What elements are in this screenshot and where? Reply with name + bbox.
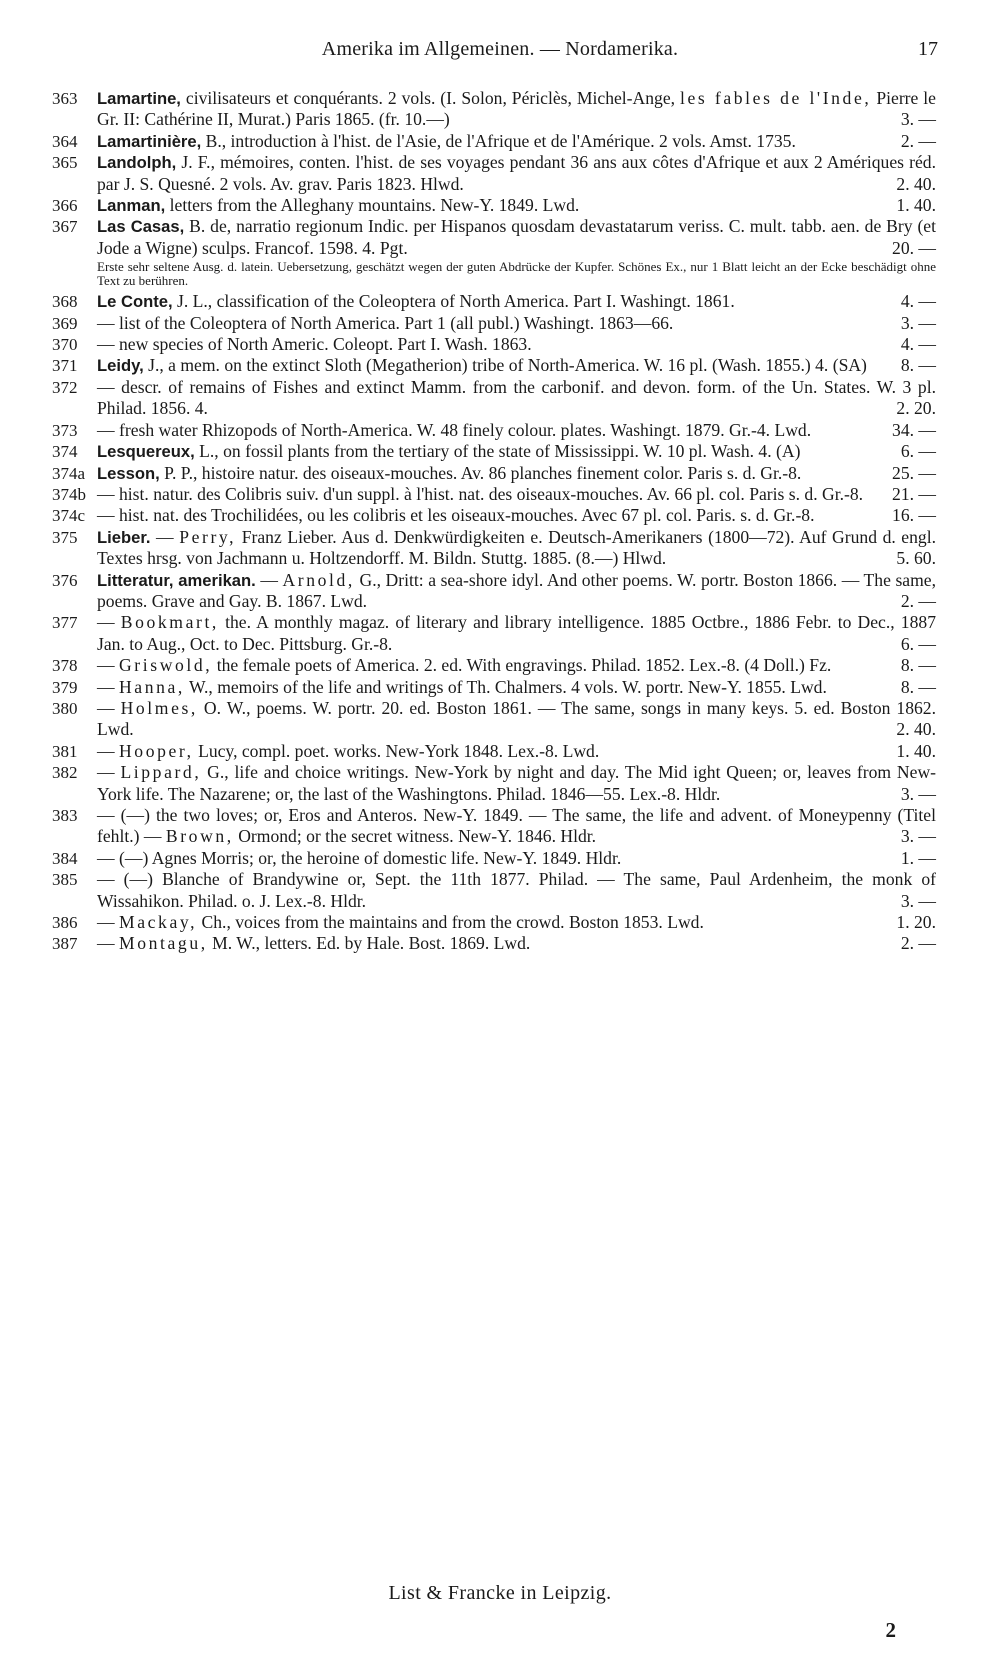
entry-number: 372 bbox=[52, 377, 78, 397]
entry-price: 2. — bbox=[900, 933, 936, 954]
entry-text: — bbox=[97, 612, 121, 633]
entry-price: 3. — bbox=[900, 109, 936, 130]
entry-text: B., introduction à l'hist. de l'Asie, de l'Afrique et de l'Amérique. 2 vols. Amst. 1735. bbox=[201, 130, 796, 151]
catalog-entry bbox=[52, 933, 936, 954]
publisher-footer: List & Francke in Leipzig. bbox=[388, 1582, 612, 1604]
catalog-entry bbox=[52, 420, 936, 441]
entry-text: the female poets of America. 2. ed. With engravings. Philad. 1852. Lex.-8. (4 Doll.) Fz. bbox=[212, 655, 832, 676]
entry-text: — bbox=[97, 762, 121, 783]
entry-text: civilisateurs et conquérants. 2 vols. (I. Solon, Périclès, Michel-Ange, bbox=[180, 88, 681, 108]
entry-spaced-name: Montagu, bbox=[119, 933, 208, 954]
entry-price: 8. — bbox=[900, 655, 936, 676]
entry-number: 367 bbox=[52, 217, 78, 237]
entry-number: 374a bbox=[52, 463, 86, 483]
page-header bbox=[60, 38, 940, 68]
catalog-entry bbox=[52, 334, 936, 355]
entry-spaced-name: les fables de l'Inde, bbox=[680, 88, 872, 108]
catalog-entry bbox=[52, 848, 936, 869]
printer-signature-mark: 2 bbox=[885, 1618, 896, 1642]
entry-price: 34. — bbox=[892, 419, 936, 440]
catalog-entry bbox=[52, 869, 936, 912]
entry-price: 2. — bbox=[900, 130, 936, 151]
entry-price: 1. — bbox=[900, 847, 936, 868]
entry-author: Litteratur, amerikan. bbox=[97, 570, 256, 590]
entry-number: 386 bbox=[52, 913, 78, 933]
entry-spaced-name: Arnold, bbox=[282, 569, 355, 590]
entry-spaced-name: Mackay, bbox=[119, 912, 198, 933]
entry-price: 5. 60. bbox=[896, 548, 936, 569]
entry-number: 374 bbox=[52, 442, 78, 462]
catalog-entry bbox=[52, 291, 936, 312]
catalog-entry bbox=[52, 463, 936, 484]
catalog-entry bbox=[52, 355, 936, 376]
catalog-entry bbox=[52, 570, 936, 613]
entry-author: Lamartine, bbox=[97, 89, 181, 108]
entry-text: — (—) Blanche of Brandywine or, Sept. the 11th 1877. Philad. — The same, Paul Ardenheim, the monk of Wissahikon. Philad. o. J. Lex.-8. Hldr. bbox=[97, 869, 936, 911]
catalog-entry bbox=[52, 484, 936, 505]
catalog-entry bbox=[52, 152, 936, 195]
entry-price: 3. — bbox=[900, 312, 936, 333]
entry-spaced-name: Griswold, bbox=[119, 655, 213, 676]
entry-number: 365 bbox=[52, 153, 78, 173]
entry-author: Lesquereux, bbox=[97, 442, 195, 462]
entry-text: — hist. natur. des Colibris suiv. d'un suppl. à l'hist. nat. des oiseaux-mouches. Av. 66 pl. col. Paris s. d. Gr.-8. bbox=[97, 483, 864, 504]
entry-text: — list of the Coleoptera of North America. Part 1 (all publ.) Washingt. 1863—66. bbox=[97, 312, 674, 333]
entry-price: 2. 20. bbox=[896, 398, 936, 419]
entry-text: — descr. of remains of Fishes and extinct Mamm. from the carbonif. and devon. form. of the Un. States. W. 3 pl. Philad. 1856. 4. bbox=[97, 376, 936, 419]
catalog-entry bbox=[52, 698, 936, 741]
entry-text: Ch., voices from the maintains and from the crowd. Boston 1853. Lwd. bbox=[197, 912, 704, 933]
entry-price: 1. 40. bbox=[896, 740, 936, 761]
running-title: Amerika im Allgemeinen. — Nordamerika. bbox=[321, 38, 679, 60]
catalog-entry bbox=[52, 762, 936, 805]
entry-author: Lanman, bbox=[97, 196, 166, 216]
entry-spaced-name: Perry, bbox=[179, 526, 237, 547]
entry-price: 25. — bbox=[892, 462, 936, 483]
entry-price: 4. — bbox=[900, 291, 936, 312]
entry-price: 6. — bbox=[900, 441, 936, 462]
entry-number: 379 bbox=[52, 677, 78, 697]
entry-number: 381 bbox=[52, 741, 78, 761]
entry-text: Lucy, compl. poet. works. New-York 1848. Lex.-8. Lwd. bbox=[193, 740, 600, 761]
entry-text: J., a mem. on the extinct Sloth (Megatherion) tribe of North-America. W. 16 pl. (Wash. 1855.) 4. (SA) bbox=[143, 355, 867, 376]
entry-text: letters from the Alleghany mountains. New-Y. 1849. Lwd. bbox=[165, 195, 580, 216]
entry-text: — new species of North Americ. Coleopt. Part I. Wash. 1863. bbox=[97, 334, 532, 355]
catalog-entry bbox=[52, 216, 936, 259]
entry-text: G., life and choice writings. New-York by night and day. The Mid ight Queen; or, leaves from New-York life. The Nazarene; or, the last of the Washingtons. Philad. 1846—55. Lex.-8. Hldr. bbox=[97, 762, 937, 804]
entry-number: 380 bbox=[52, 698, 78, 718]
entry-price: 16. — bbox=[892, 505, 936, 526]
catalog-entry bbox=[52, 677, 936, 698]
entry-author: Las Casas, bbox=[97, 217, 185, 237]
entry-text: P. P., histoire natur. des oiseaux-mouches. Av. 86 planches finement color. Paris s. d. Gr.-8. bbox=[159, 462, 802, 483]
entry-number: 363 bbox=[52, 89, 78, 108]
entry-text: — (—) the two loves; or, Eros and Anteros. New-Y. 1849. — The same, the life and advent. of Moneypenny (Titel fehlt.) — bbox=[97, 805, 936, 847]
entry-number: 385 bbox=[52, 870, 78, 890]
entry-price: 2. 40. bbox=[896, 719, 936, 740]
entry-price: 3. — bbox=[900, 783, 936, 804]
entry-spaced-name: Holmes, bbox=[120, 697, 198, 718]
entry-text: J. F., mémoires, conten. l'hist. de ses voyages pendant 36 ans aux côtes d'Afrique et aux 2 Amériques réd. par J. S. Quesné. 2 vols. Av. grav. Paris 1823. Hlwd. bbox=[97, 152, 936, 194]
entry-author: Le Conte, bbox=[97, 292, 173, 312]
catalog-entry bbox=[52, 195, 936, 216]
entry-number: 382 bbox=[52, 763, 78, 783]
catalog-entry bbox=[52, 505, 936, 526]
entry-text: — bbox=[97, 676, 119, 697]
entry-price: 2. — bbox=[900, 590, 936, 611]
catalog-entry bbox=[52, 655, 936, 676]
entry-price: 21. — bbox=[892, 483, 936, 504]
entry-spaced-name: Brown, bbox=[165, 826, 234, 847]
entry-price: 3. — bbox=[900, 890, 936, 911]
entry-text: M. W., letters. Ed. by Hale. Bost. 1869. Lwd. bbox=[207, 933, 531, 954]
entry-number: 387 bbox=[52, 934, 78, 954]
catalog-entry bbox=[52, 88, 936, 131]
entry-number: 378 bbox=[52, 656, 78, 676]
entry-text: — (—) Agnes Morris; or, the heroine of domestic life. New-Y. 1849. Hldr. bbox=[97, 847, 622, 868]
entry-text: Franz Lieber. Aus d. Denkwürdigkeiten e. Deutsch-Amerikaners (1800—72). Auf Grund d. engl. Textes hrsg. von Jachmann u. Holtzendorff. M. Bildn. Stuttg. 1885. (8.—) Hlwd. bbox=[97, 526, 936, 569]
entry-text: — bbox=[97, 655, 119, 676]
entry-spaced-name: Lippard, bbox=[120, 762, 202, 783]
entry-text: — hist. nat. des Trochilidées, ou les colibris et les oiseaux-mouches. Avec 67 pl. col. Paris. s. d. Gr.-8. bbox=[97, 505, 815, 526]
catalog-entry bbox=[52, 527, 936, 570]
entry-price: 8. — bbox=[900, 355, 936, 376]
catalog-entry bbox=[52, 805, 936, 848]
catalog-entry bbox=[52, 441, 936, 462]
entry-text: B. de, narratio regionum Indic. per Hispanos quosdam devastatarum veriss. C. mult. tabb. aen. de Bry (et Jode a Wigne) sculps. Francof. 1598. 4. Pgt. bbox=[97, 216, 937, 258]
entry-number: 374c bbox=[52, 506, 86, 526]
entry-number: 383 bbox=[52, 806, 78, 825]
entry-number: 369 bbox=[52, 313, 78, 333]
entry-text: L., on fossil plants from the tertiary of the state of Mississippi. W. 10 pl. Wash. 4. (A) bbox=[194, 441, 801, 462]
entry-text: — bbox=[97, 697, 121, 718]
entry-price: 4. — bbox=[900, 334, 936, 355]
page-number: 17 bbox=[918, 38, 938, 60]
entry-number: 366 bbox=[52, 196, 78, 216]
entry-price: 2. 40. bbox=[896, 173, 936, 194]
entry-spaced-name: Bookmart, bbox=[120, 612, 219, 633]
entry-price: 20. — bbox=[892, 237, 936, 258]
entry-text: W., memoirs of the life and writings of Th. Chalmers. 4 vols. W. portr. New-Y. 1855. Lwd. bbox=[184, 676, 827, 697]
entry-author: Lesson, bbox=[97, 463, 160, 483]
entry-text: — bbox=[150, 526, 180, 547]
catalog-entry bbox=[52, 741, 936, 762]
entry-text: Pierre le Gr. II: Cathérine II, Murat.) Paris 1865. (fr. 10.—) bbox=[97, 88, 936, 130]
entry-price: 1. 20. bbox=[896, 912, 936, 933]
entry-number: 364 bbox=[52, 131, 78, 151]
entry-spaced-name: Hooper, bbox=[119, 740, 194, 761]
entry-price: 8. — bbox=[900, 676, 936, 697]
entry-note: Erste sehr seltene Ausg. d. latein. Uebersetzung, geschätzt wegen der guten Abdrücke der Kupfer. Schönes Ex., nur 1 Blatt leicht an der Ecke beschädigt ohne Text zu berühren. bbox=[97, 259, 936, 289]
entry-text: — bbox=[255, 569, 283, 590]
entry-number: 374b bbox=[52, 484, 86, 504]
entry-text: — bbox=[97, 740, 119, 761]
entry-text: O. W., poems. W. portr. 20. ed. Boston 1861. — The same, songs in many keys. 5. ed. Boston 1862. Lwd. bbox=[97, 697, 937, 740]
entry-number: 373 bbox=[52, 420, 78, 440]
entry-author: Leidy, bbox=[97, 356, 144, 376]
entry-number: 384 bbox=[52, 848, 78, 868]
entry-number: 370 bbox=[52, 335, 78, 355]
entry-price: 6. — bbox=[900, 633, 936, 654]
entry-number: 377 bbox=[52, 613, 78, 633]
catalog-entry bbox=[52, 131, 936, 152]
entry-text: J. L., classification of the Coleoptera of North America. Part I. Washingt. 1861. bbox=[172, 291, 735, 312]
entry-author: Lamartinière, bbox=[97, 131, 202, 151]
catalog-entries bbox=[52, 88, 936, 955]
entry-price: 1. 40. bbox=[896, 195, 936, 216]
entry-number: 371 bbox=[52, 356, 78, 376]
entry-text: — bbox=[97, 912, 119, 933]
entry-number: 368 bbox=[52, 292, 78, 312]
entry-text: the. A monthly magaz. of literary and library intelligence. 1885 Octbre., 1886 Febr. to Dec., 1887 Jan. to Aug., Oct. to Dec. Pittsburg. Gr.-8. bbox=[97, 612, 936, 654]
catalog-entry bbox=[52, 313, 936, 334]
entry-author: Lieber. bbox=[97, 527, 151, 547]
entry-text: — fresh water Rhizopods of North-America. W. 48 finely colour. plates. Washingt. 1879. Gr.-4. Lwd. bbox=[97, 419, 812, 440]
entry-text: Ormond; or the secret witness. New-Y. 1846. Hldr. bbox=[233, 826, 597, 847]
entry-text: G., Dritt: a sea-shore idyl. And other poems. W. portr. Boston 1866. — The same, poems. Grave and Gay. B. 1867. Lwd. bbox=[97, 569, 936, 611]
entry-number: 376 bbox=[52, 570, 78, 590]
entry-spaced-name: Hanna, bbox=[119, 676, 185, 697]
catalog-entry bbox=[52, 912, 936, 933]
catalog-entry bbox=[52, 612, 936, 655]
entry-number: 375 bbox=[52, 527, 78, 547]
entry-price: 3. — bbox=[900, 826, 936, 847]
entry-author: Landolph, bbox=[97, 153, 177, 173]
catalog-entry bbox=[52, 377, 936, 420]
entry-text: — bbox=[97, 933, 119, 954]
